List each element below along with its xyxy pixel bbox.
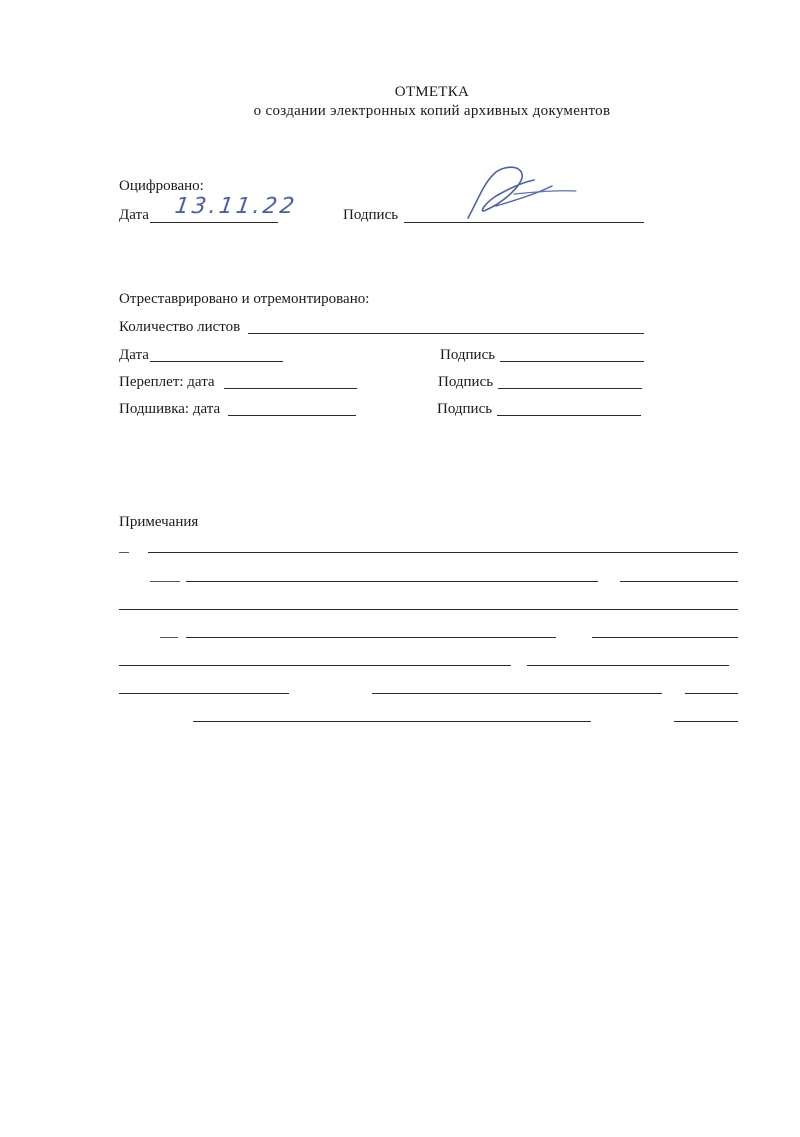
notes-line <box>119 552 129 553</box>
digitized-signature-label: Подпись <box>343 207 399 223</box>
restored-date-label: Дата <box>119 347 149 363</box>
stitching-signature-label: Подпись <box>437 401 493 417</box>
notes-line <box>592 637 738 638</box>
document-subtitle: о создании электронных копий архивных документов <box>253 103 611 119</box>
notes-line <box>186 637 556 638</box>
notes-line <box>685 693 738 694</box>
notes-line <box>620 581 738 582</box>
notes-line <box>148 552 738 553</box>
stitching-date-line <box>228 415 356 416</box>
digitized-date-value: 13.11.22 <box>173 194 299 219</box>
binding-date-line <box>224 388 357 389</box>
binding-signature-label: Подпись <box>438 374 494 390</box>
restored-date-signature-label: Подпись <box>440 347 496 363</box>
notes-line <box>193 721 591 722</box>
stitching-signature-line <box>497 415 641 416</box>
restored-date-line <box>150 361 283 362</box>
notes-line <box>119 693 289 694</box>
restored-date-signature-line <box>500 361 644 362</box>
digitized-date-label: Дата <box>119 207 149 223</box>
digitized-date-line <box>150 222 278 223</box>
handwritten-signature-image <box>456 160 586 230</box>
binding-date-label: Переплет: дата <box>119 374 215 390</box>
sheets-count-label: Количество листов <box>119 319 241 335</box>
stitching-date-label: Подшивка: дата <box>119 401 221 417</box>
restored-label: Отреставрировано и отремонтировано: <box>119 291 370 307</box>
notes-line <box>372 693 662 694</box>
notes-label: Примечания <box>119 514 199 530</box>
sheets-count-line <box>248 333 644 334</box>
notes-line <box>160 637 178 638</box>
document-title: ОТМЕТКА <box>394 84 470 100</box>
notes-line <box>674 721 738 722</box>
digitized-label: Оцифровано: <box>119 178 204 194</box>
notes-line <box>527 665 729 666</box>
binding-signature-line <box>498 388 642 389</box>
notes-line <box>150 581 180 582</box>
notes-line <box>186 581 598 582</box>
notes-line <box>119 609 738 610</box>
notes-line <box>119 665 511 666</box>
